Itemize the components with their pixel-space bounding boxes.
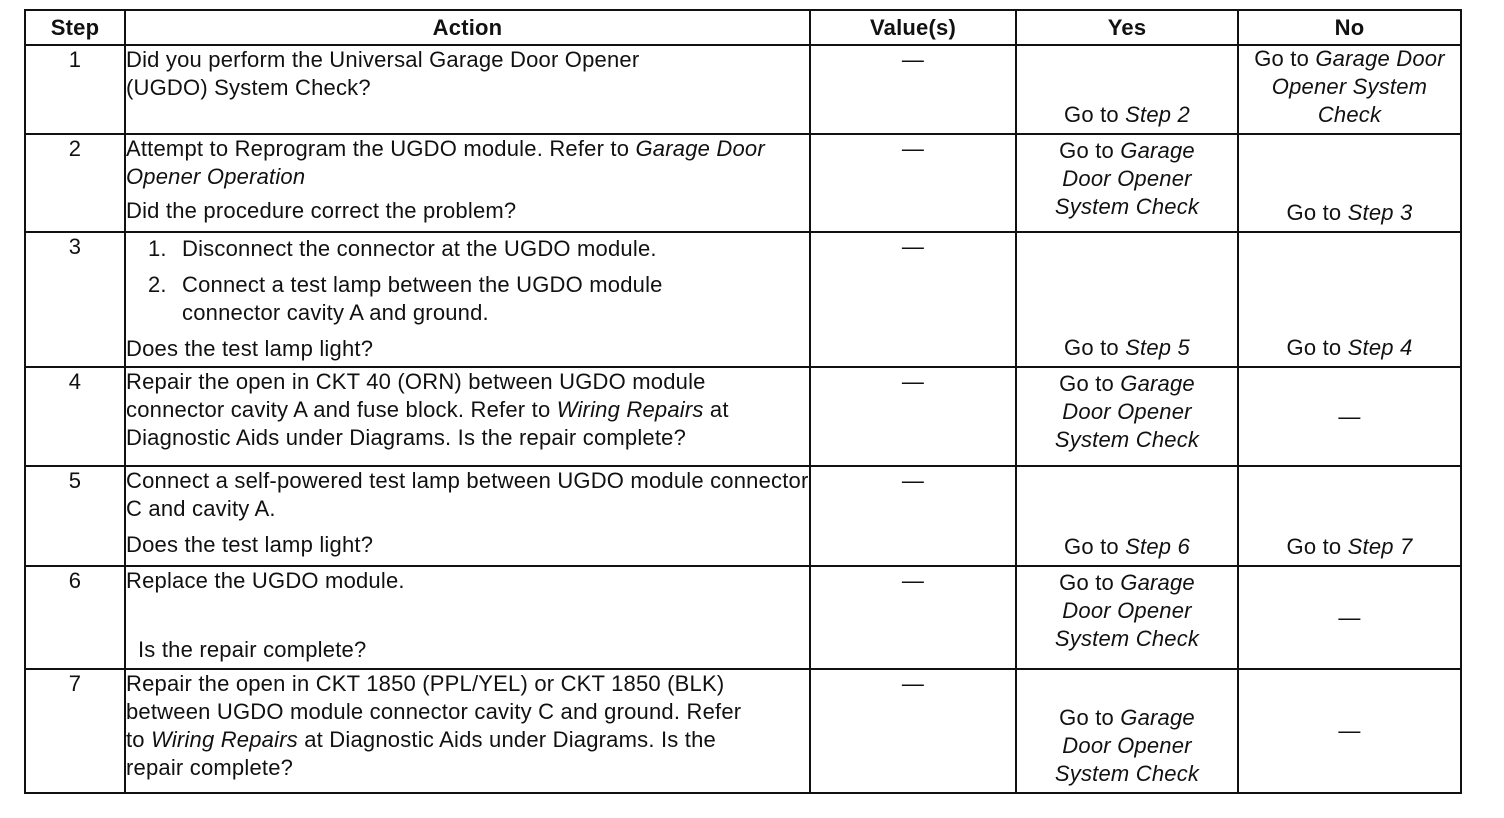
yes-target: Garage Door Opener System Check	[1054, 705, 1200, 786]
no-cell	[1238, 134, 1461, 232]
yes-cell	[1016, 566, 1238, 669]
value-cell	[810, 232, 1016, 367]
value-dash: —	[901, 369, 925, 394]
no-target: Garage Door Opener System Check	[1271, 46, 1445, 127]
yes-target: Garage Door Opener System Check	[1054, 371, 1200, 452]
go-to-label: Go to	[1286, 200, 1348, 225]
action-text-main: Repair the open in CKT 40 (ORN) between UGDO module connector cavity A and fuse block. Refer to	[126, 369, 706, 422]
no-link[interactable]	[1239, 533, 1460, 561]
no-target: Step 4	[1347, 335, 1413, 360]
yes-cell	[1016, 45, 1238, 134]
table-row	[25, 367, 1461, 466]
header-action: Action	[125, 10, 810, 45]
table-row	[25, 45, 1461, 134]
action-cell	[125, 566, 810, 669]
no-link[interactable]	[1239, 199, 1460, 227]
action-text-main: Attempt to Reprogram the UGDO module. Refer to	[126, 136, 636, 161]
go-to-label: Go to	[1286, 534, 1348, 559]
step-number: 2	[25, 134, 125, 232]
list-text: Disconnect the connector at the UGDO module.	[182, 236, 657, 261]
value-dash: —	[901, 568, 925, 593]
action-cell	[125, 45, 810, 134]
action-ref: Wiring Repairs	[556, 397, 704, 422]
value-cell	[810, 669, 1016, 793]
action-text	[126, 368, 809, 452]
go-to-label: Go to	[1064, 335, 1126, 360]
no-cell	[1238, 466, 1461, 566]
action-cell	[125, 232, 810, 367]
go-to-label: Go to	[1254, 46, 1316, 71]
yes-cell	[1016, 232, 1238, 367]
action-text: Did you perform the Universal Garage Door Opener (UGDO) System Check?	[126, 47, 640, 100]
yes-target: Garage Door Opener System Check	[1054, 138, 1200, 219]
list-item	[148, 235, 809, 263]
yes-target: Step 2	[1125, 102, 1190, 127]
value-cell	[810, 367, 1016, 466]
action-question: Is the repair complete?	[138, 637, 367, 662]
list-number: 2.	[148, 272, 167, 297]
go-to-label: Go to	[1059, 705, 1121, 730]
table-row	[25, 669, 1461, 793]
yes-cell	[1016, 367, 1238, 466]
action-text	[126, 135, 809, 191]
no-target: Step 7	[1347, 534, 1413, 559]
yes-link[interactable]	[1017, 334, 1237, 362]
no-link[interactable]	[1239, 45, 1460, 129]
action-cell	[125, 466, 810, 566]
yes-target: Garage Door Opener System Check	[1054, 570, 1200, 651]
value-dash: —	[901, 671, 925, 696]
header-value: Value(s)	[810, 10, 1016, 45]
yes-cell	[1016, 669, 1238, 793]
go-to-label: Go to	[1059, 371, 1121, 396]
yes-link[interactable]	[1017, 137, 1237, 221]
action-question: Does the test lamp light?	[126, 532, 374, 557]
action-question: Does the test lamp light?	[126, 336, 374, 361]
action-steps-list	[126, 235, 809, 327]
action-ref: Wiring Repairs	[151, 727, 298, 752]
action-ref: Garage Door Opener Operation	[126, 136, 765, 189]
step-number: 3	[25, 232, 125, 367]
table-row	[25, 566, 1461, 669]
action-cell	[125, 669, 810, 793]
list-number: 1.	[148, 236, 167, 261]
action-text-tail: at Diagnostic Aids under Diagrams. Is the repair complete?	[126, 397, 729, 450]
value-cell	[810, 45, 1016, 134]
value-cell	[810, 134, 1016, 232]
no-cell	[1238, 232, 1461, 367]
action-text-tail: at Diagnostic Aids under Diagrams. Is the repair complete?	[126, 727, 716, 780]
yes-link[interactable]	[1017, 101, 1237, 129]
action-text-main: Repair the open in CKT 1850 (PPL/YEL) or CKT 1850 (BLK) between UGDO module connector cavity C and ground. Refer to	[126, 671, 742, 752]
header-no: No	[1238, 10, 1461, 45]
table-row	[25, 466, 1461, 566]
action-text: Replace the UGDO module.	[126, 568, 405, 593]
list-text: Connect a test lamp between the UGDO module connector cavity A and ground.	[182, 272, 663, 325]
no-dash: —	[1338, 718, 1361, 743]
no-dash: —	[1338, 604, 1361, 630]
step-number: 7	[25, 669, 125, 793]
no-link[interactable]	[1239, 334, 1460, 362]
step-number: 6	[25, 566, 125, 669]
header-row	[25, 10, 1461, 45]
yes-target: Step 6	[1125, 534, 1190, 559]
step-number: 5	[25, 466, 125, 566]
no-cell	[1238, 45, 1461, 134]
no-cell	[1238, 566, 1461, 669]
go-to-label: Go to	[1064, 102, 1126, 127]
step-number: 1	[25, 45, 125, 134]
yes-cell	[1016, 466, 1238, 566]
yes-target: Step 5	[1125, 335, 1190, 360]
table-row	[25, 134, 1461, 232]
go-to-label: Go to	[1064, 534, 1126, 559]
no-cell	[1238, 367, 1461, 466]
list-item	[148, 271, 748, 327]
value-dash: —	[901, 468, 925, 493]
header-yes: Yes	[1016, 10, 1238, 45]
step-number: 4	[25, 367, 125, 466]
yes-cell	[1016, 134, 1238, 232]
no-dash: —	[1338, 403, 1361, 429]
value-cell	[810, 566, 1016, 669]
value-dash: —	[901, 234, 925, 259]
yes-link[interactable]	[1017, 569, 1237, 653]
value-dash: —	[901, 136, 925, 161]
yes-link[interactable]	[1017, 533, 1237, 561]
value-dash: —	[901, 47, 925, 72]
action-text	[126, 670, 766, 782]
action-cell	[125, 134, 810, 232]
no-target: Step 3	[1347, 200, 1413, 225]
table-row	[25, 232, 1461, 367]
go-to-label: Go to	[1059, 570, 1121, 595]
value-cell	[810, 466, 1016, 566]
yes-link[interactable]	[1017, 370, 1237, 454]
go-to-label: Go to	[1059, 138, 1121, 163]
action-cell	[125, 367, 810, 466]
action-question: Did the procedure correct the problem?	[126, 198, 517, 223]
go-to-label: Go to	[1286, 335, 1348, 360]
action-text: Connect a self-powered test lamp between UGDO module connector C and cavity A.	[126, 468, 809, 521]
no-cell	[1238, 669, 1461, 793]
yes-link[interactable]	[1017, 704, 1237, 788]
header-step: Step	[25, 10, 125, 45]
diagnostic-table	[24, 9, 1462, 794]
